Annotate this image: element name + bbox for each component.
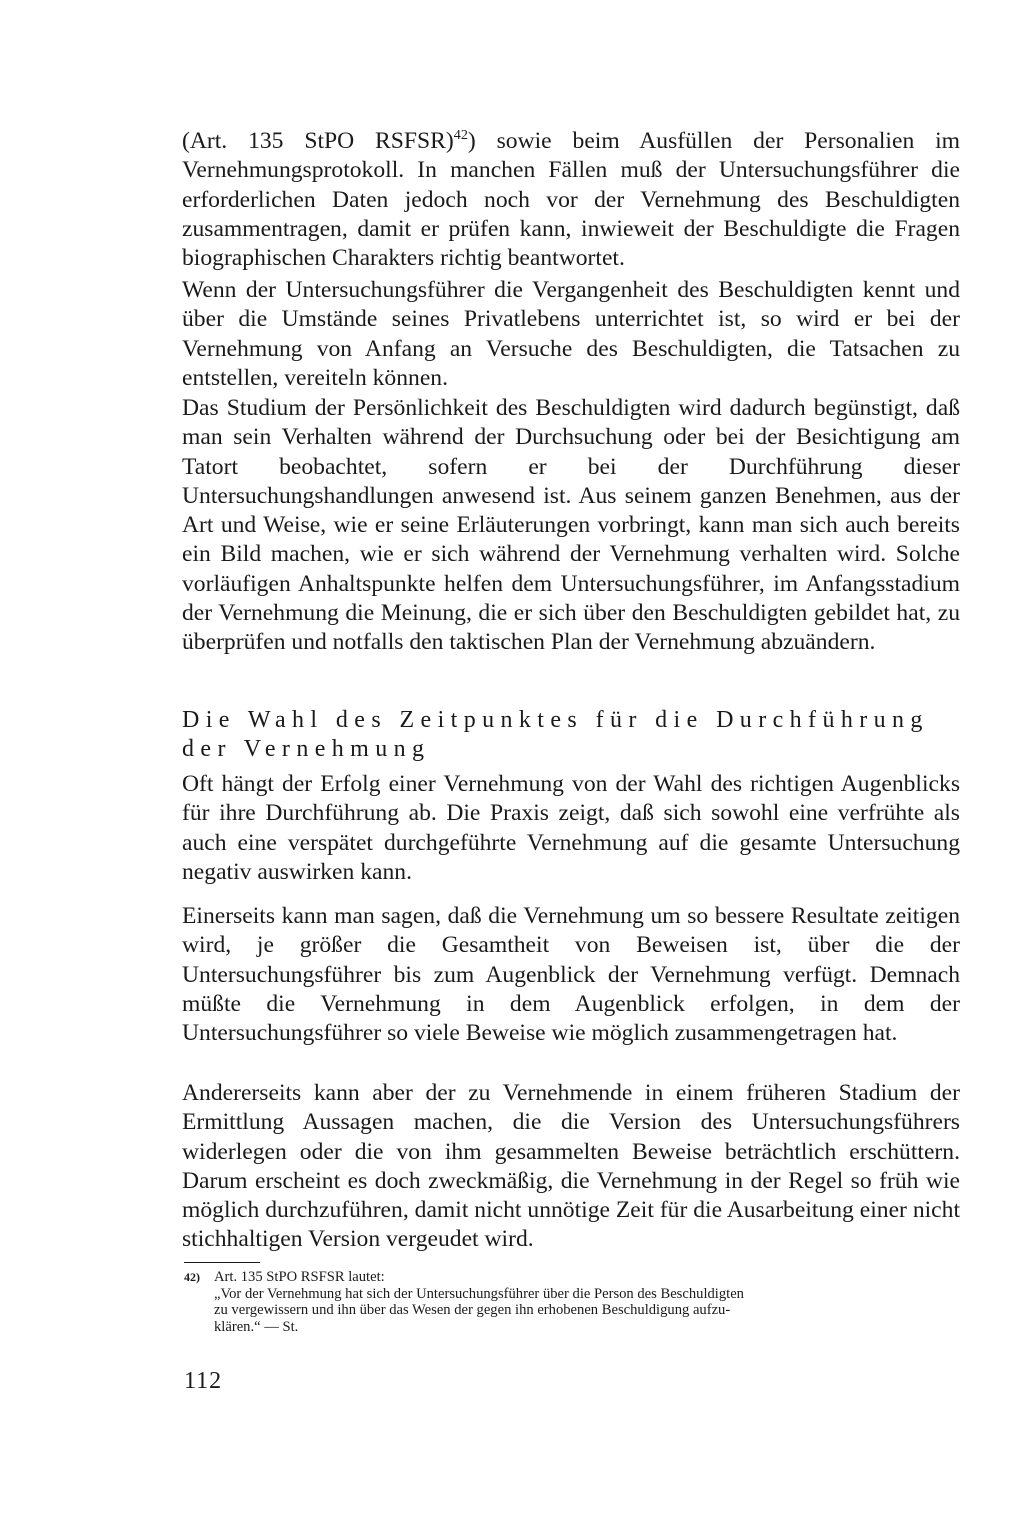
footnote-reference[interactable]: 42 xyxy=(453,127,468,144)
footnote-line-3: zu vergewissern und ihn über das Wesen der gegen ihn erhobenen Beschuldigung aufzu- xyxy=(214,1302,731,1319)
section-heading-line-2: der Vernehmung xyxy=(182,736,431,762)
paragraph-5 xyxy=(182,902,960,1048)
paragraph-6 xyxy=(182,1079,960,1255)
paragraph-2-text: Wenn der Untersuchungsführer die Vergangenheit des Beschuldigten kennt und über die Umstände seines Privatlebens unterrichtet ist, so wird er bei der Vernehmung von Anfang an Versuche des Beschuldigten, die Tatsachen zu entstellen, vereiteln können. xyxy=(182,277,960,391)
footnote-line-4: klären.“ — St. xyxy=(214,1318,299,1335)
footnote xyxy=(184,1269,962,1335)
paragraph-6-text: Andererseits kann aber der zu Vernehmende in einem früheren Stadium der Ermittlung Aussagen machen, die die Version des Untersuchungsführers widerlegen oder die von ihm gesammelten Beweise beträchtlich erschüttern. Darum erscheint es doch zweckmäßig, die Vernehmung in der Regel so früh wie möglich durchzuführen, damit nicht unnötige Zeit für die Ausarbeitung einer nicht stichhaltigen Version vergeudet wird. xyxy=(182,1080,960,1253)
footnote-divider xyxy=(184,1262,260,1263)
paragraph-1 xyxy=(182,127,960,273)
footnote-number: 42) xyxy=(184,1270,200,1284)
paragraph-3-text: Das Studium der Persönlichkeit des Beschuldigten wird dadurch begünstigt, daß man sein Verhalten während der Durchsuchung oder bei der Besichtigung am Tatort beobachtet, sofern er bei der Durchführung dieser Untersuchungshandlungen anwesend ist. Aus seinem ganzen Benehmen, aus der Art und Weise, wie er seine Erläuterungen vorbringt, kann man sich auch bereits ein Bild machen, wie er sich während der Vernehmung verhalten wird. Solche vorläufigen Anhaltspunkte helfen dem Untersuchungsführer, im Anfangsstadium der Vernehmung die Meinung, die er sich über den Beschuldigten gebildet hat, zu überprüfen und notfalls den taktischen Plan der Vernehmung abzuändern. xyxy=(182,395,960,656)
section-heading-line-1: Die Wahl des Zeitpunktes für die Durchführung xyxy=(182,707,929,733)
footnote-line-2: „Vor der Vernehmung hat sich der Untersuchungsführer über die Person des Beschuldigten xyxy=(214,1285,744,1302)
section-heading xyxy=(182,706,972,764)
paragraph-2 xyxy=(182,276,960,393)
paragraph-1-start: (Art. 135 StPO RSFSR) xyxy=(182,128,454,154)
paragraph-4-text: Oft hängt der Erfolg einer Vernehmung von der Wahl des richtigen Augenblicks für ihre Durchführung ab. Die Praxis zeigt, daß sich sowohl eine verfrühte als auch eine verspätet durchgeführte Vernehmung auf die gesamte Untersuchung negativ auswirken kann. xyxy=(182,771,960,885)
paragraph-4 xyxy=(182,770,960,887)
paragraph-3 xyxy=(182,394,960,658)
paragraph-5-text: Einerseits kann man sagen, daß die Vernehmung um so bessere Resultate zeitigen wird, je größer die Gesamtheit von Beweisen ist, über die der Untersuchungsführer bis zum Augenblick der Vernehmung verfügt. Demnach müßte die Vernehmung in dem Augenblick erfolgen, in dem der Untersuchungsführer so viele Beweise wie möglich zusammengetragen hat. xyxy=(182,903,960,1047)
footnote-line-1 xyxy=(184,1269,962,1286)
page-number: 112 xyxy=(184,1368,223,1394)
paragraph-1-rest: ) sowie beim Ausfüllen der Personalien im Vernehmungsprotokoll. In manchen Fällen muß der Untersuchungsführer die erforderlichen Daten jedoch noch vor der Vernehmung des Beschuldigten zusammentragen, damit er prüfen kann, inwieweit der Beschuldigte die Fragen biographischen Charakters richtig beantwortet. xyxy=(182,128,961,272)
footnote-text-1: Art. 135 StPO RSFSR lautet: xyxy=(214,1269,385,1285)
